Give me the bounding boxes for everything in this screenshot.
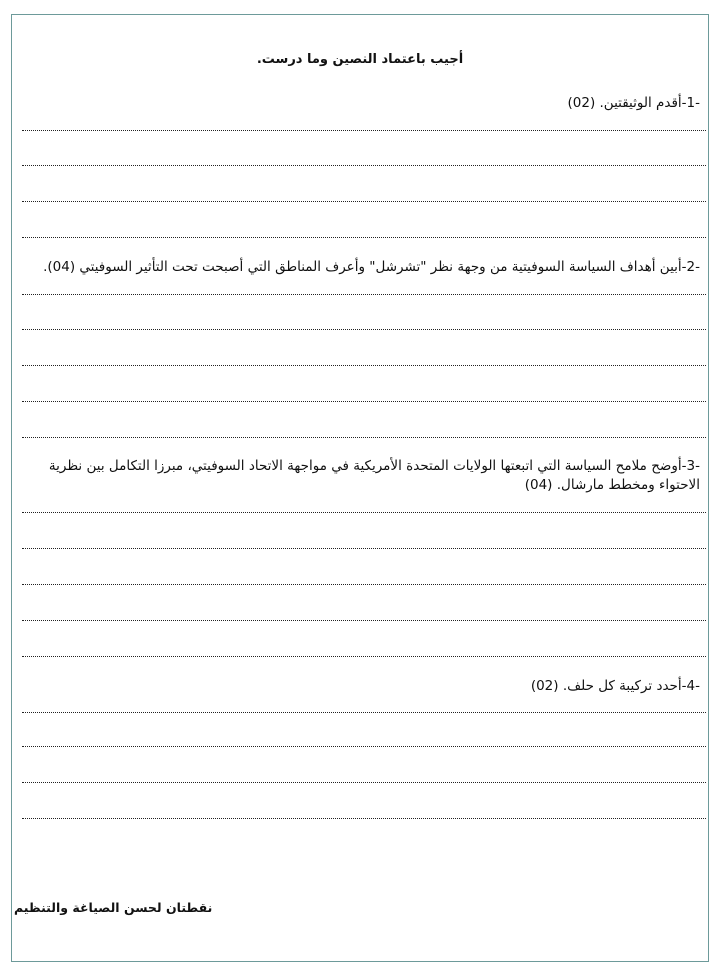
answer-line bbox=[22, 237, 706, 238]
question-4: -4-أحدد تركيبة كل حلف. (02) bbox=[530, 678, 700, 694]
answer-line bbox=[22, 512, 706, 513]
answer-line bbox=[22, 746, 706, 747]
answer-line bbox=[22, 329, 706, 330]
answer-line bbox=[22, 656, 706, 657]
answer-line bbox=[22, 401, 706, 402]
exercise-instruction: أجيب باعتماد النصين وما درست. bbox=[256, 52, 464, 67]
answer-line bbox=[22, 548, 706, 549]
answer-line bbox=[22, 165, 706, 166]
answer-line bbox=[22, 620, 706, 621]
answer-line bbox=[22, 712, 706, 713]
question-3-line-1: -3-أوضح ملامح السياسة التي اتبعتها الولايات المتحدة الأمريكية في مواجهة الاتحاد السوفيتي، مبرزا التكامل بين نظرية bbox=[48, 458, 700, 474]
answer-line bbox=[22, 294, 706, 295]
answer-line bbox=[22, 818, 706, 819]
answer-line bbox=[22, 201, 706, 202]
answer-line bbox=[22, 437, 706, 438]
answer-line bbox=[22, 584, 706, 585]
formatting-points-note: نقطتان لحسن الصياغة والتنظيم bbox=[14, 900, 213, 915]
answer-line bbox=[22, 782, 706, 783]
question-1: -1-أقدم الوثيقتين. (02) bbox=[567, 95, 700, 111]
question-2: -2-أبين أهداف السياسة السوفيتية من وجهة نظر "تشرشل" وأعرف المناطق التي أصبحت تحت التأثير السوفيتي (04). bbox=[43, 259, 700, 275]
answer-line bbox=[22, 365, 706, 366]
answer-line bbox=[22, 130, 706, 131]
question-3-line-2: الاحتواء ومخطط مارشال. (04) bbox=[524, 477, 700, 493]
